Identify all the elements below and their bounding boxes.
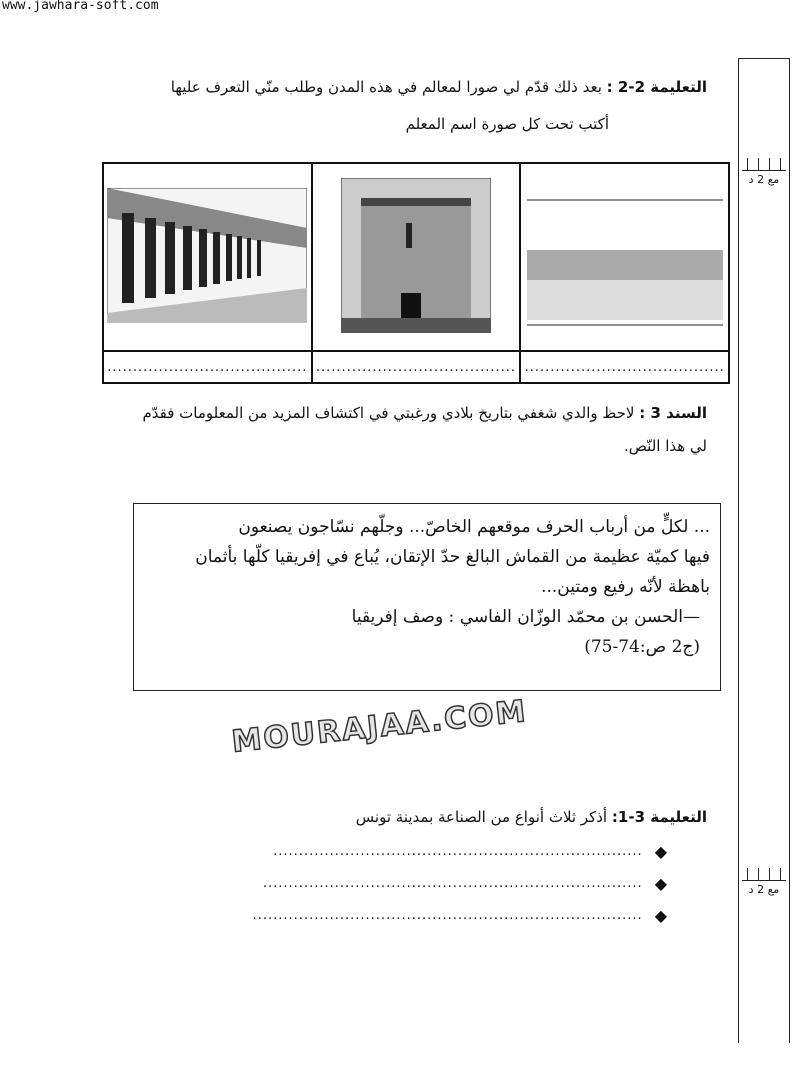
landscape-photo — [527, 180, 723, 330]
instruction-text: بعد ذلك قدّم لي صورا لمعالم في هذه المدن وطلب منّي التعرف عليها — [170, 78, 602, 96]
margin-line — [738, 58, 790, 59]
instruction-text: أذكر ثلاث أنواع من الصناعة بمدينة تونس — [355, 808, 608, 826]
score-label: مع 2 د — [748, 173, 780, 186]
quote-author: —الحسن بن محمّد الوزّان الفاسي : وصف إفريقيا — [351, 607, 700, 627]
instruction-label: التعليمة 2-2 : — [606, 78, 707, 96]
photo-landscape — [520, 163, 729, 351]
photo-arcade — [103, 163, 312, 351]
answer-field[interactable]: ....................................... — [520, 351, 729, 383]
answer-field[interactable]: ............................................................................ — [252, 908, 643, 923]
bullet-icon: ◆ — [654, 842, 667, 861]
answer-field[interactable]: ........................................................................ — [273, 844, 643, 859]
bullet-icon: ◆ — [654, 874, 667, 893]
margin-line — [738, 58, 739, 1043]
answer-row — [253, 906, 667, 925]
answer-field[interactable]: ....................................... — [312, 351, 521, 383]
quote-line: فيها كميّة عظيمة من القماش البالغ حدّ الإتقان، يُباع في إفريقيا كلّها بأثمان — [195, 547, 710, 567]
margin-line — [789, 58, 790, 1043]
answer-field[interactable]: ....................................... — [103, 351, 312, 383]
source-3 — [142, 404, 707, 422]
source-text: لاحظ والدي شغفي بتاريخ بلادي ورغبتي في اكتشاف المزيد من المعلومات فقدّم — [142, 404, 635, 422]
arcade-photo — [107, 188, 307, 323]
watermark: MOURAJAA.COM — [230, 693, 530, 760]
quote-box — [133, 503, 721, 691]
score-label: مع 2 د — [748, 883, 780, 896]
bullet-icon: ◆ — [654, 906, 667, 925]
score-box — [742, 158, 786, 192]
quote-line: ... لكلٍّ من أرباب الحرف موقعهم الخاصّ... وجلّهم نسّاجون يصنعون — [238, 517, 710, 537]
photo-tower — [312, 163, 521, 351]
source-text-line2: لي هذا النّص. — [624, 437, 707, 455]
site-url: www.jawhara-soft.com — [2, 0, 159, 13]
instruction-subtext: أكتب تحت كل صورة اسم المعلم — [405, 115, 609, 133]
pictures-table — [102, 162, 730, 384]
score-box — [742, 868, 786, 902]
instruction-label: التعليمة 3-1: — [611, 808, 707, 826]
answer-row — [263, 874, 667, 893]
answer-row — [273, 842, 667, 861]
quote-reference: (ج2 ص:74-75) — [584, 637, 700, 657]
answer-field[interactable]: .......................................................................... — [262, 876, 643, 891]
tower-photo — [341, 178, 491, 333]
source-label: السند 3 : — [639, 404, 707, 422]
instruction-2-2 — [171, 78, 707, 96]
instruction-3-1 — [356, 808, 707, 826]
quote-line: باهظة لأنّه رفيع ومتين... — [541, 577, 710, 597]
